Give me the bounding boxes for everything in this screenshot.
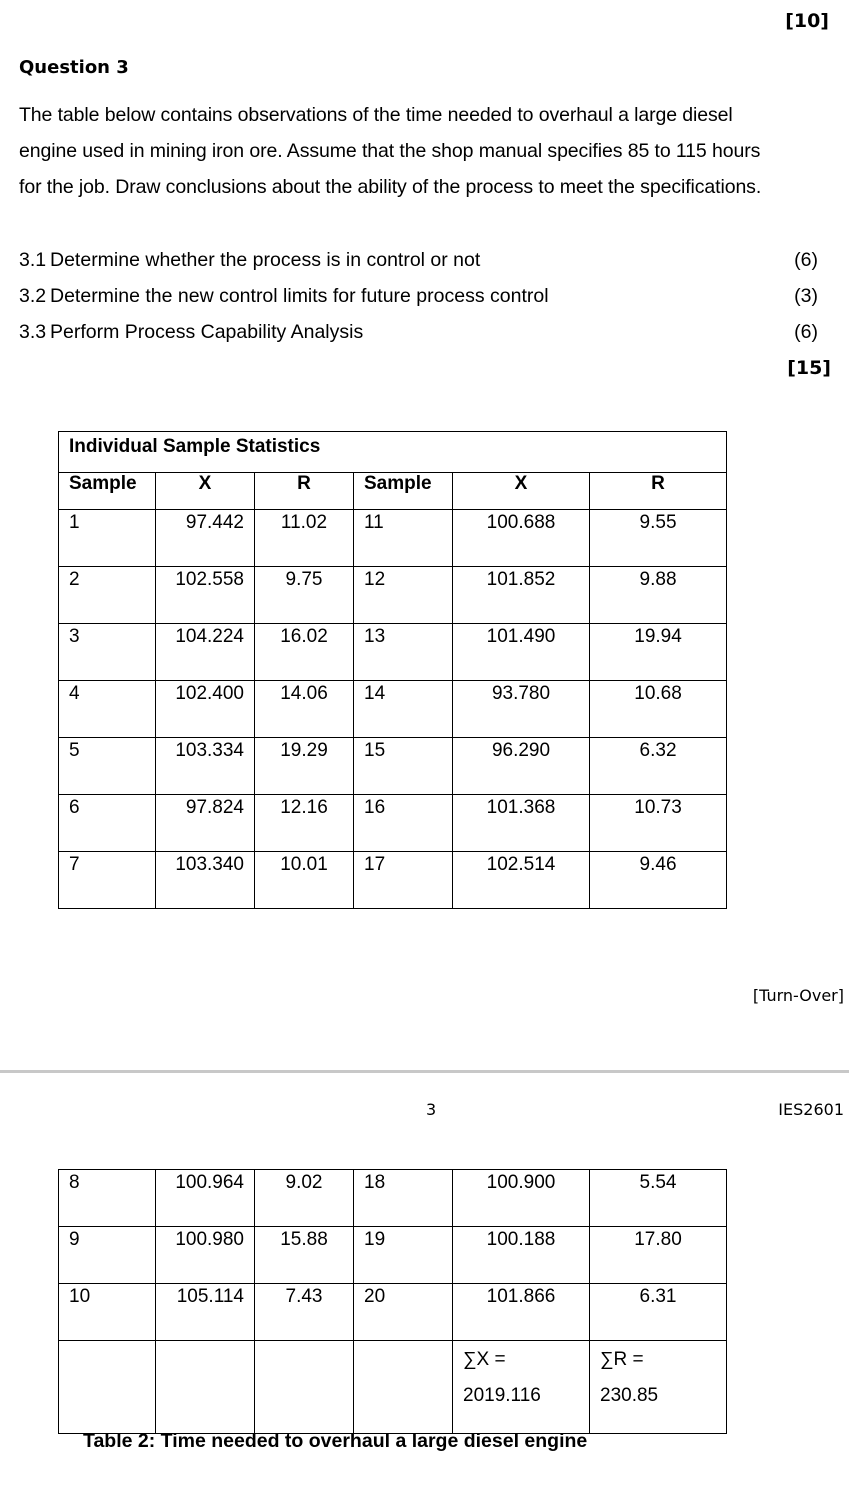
- r-cell: 9.02: [255, 1170, 354, 1227]
- x-cell: 105.114: [156, 1284, 255, 1341]
- paragraph-line: engine used in mining iron ore. Assume that the shop manual specifies 85 to 115 hours: [19, 140, 761, 162]
- header-r: R: [590, 473, 727, 510]
- table-row: [59, 624, 727, 681]
- x-cell: 101.490: [453, 624, 590, 681]
- sample-cell: 12: [354, 567, 453, 624]
- r-cell: 5.54: [590, 1170, 727, 1227]
- x-cell: 101.368: [453, 795, 590, 852]
- r-cell: 16.02: [255, 624, 354, 681]
- header-x: X: [453, 473, 590, 510]
- x-cell: 103.334: [156, 738, 255, 795]
- sample-cell: 13: [354, 624, 453, 681]
- table-header-row: [59, 473, 727, 510]
- r-cell: 11.02: [255, 510, 354, 567]
- x-cell: 103.340: [156, 852, 255, 909]
- r-cell: 9.55: [590, 510, 727, 567]
- table-row: [59, 1284, 727, 1341]
- subquestion-3-2-marks: (3): [794, 285, 818, 307]
- r-cell: 9.88: [590, 567, 727, 624]
- turn-over-note: [Turn-Over]: [752, 986, 844, 1005]
- sample-cell: 11: [354, 510, 453, 567]
- sample-cell: 14: [354, 681, 453, 738]
- empty-cell: [59, 1341, 156, 1434]
- sum-r-value: 230.85: [600, 1385, 659, 1406]
- question-title: Question 3: [19, 57, 129, 78]
- x-cell: 100.900: [453, 1170, 590, 1227]
- sample-cell: 19: [354, 1227, 453, 1284]
- subquestion-3-1-marks: (6): [794, 249, 818, 271]
- paragraph-line: The table below contains observations of the time needed to overhaul a large diesel: [19, 104, 733, 126]
- sample-cell: 3: [59, 624, 156, 681]
- r-cell: 6.32: [590, 738, 727, 795]
- table-row: [59, 567, 727, 624]
- table-caption: Table 2: Time needed to overhaul a large diesel engine: [83, 1430, 588, 1452]
- x-cell: 97.442: [156, 510, 255, 567]
- table-row: [59, 795, 727, 852]
- x-cell: 96.290: [453, 738, 590, 795]
- question-paragraph: [19, 97, 847, 205]
- r-cell: 17.80: [590, 1227, 727, 1284]
- x-cell: 102.400: [156, 681, 255, 738]
- sample-cell: 5: [59, 738, 156, 795]
- subquestion-3-1: 3.1 Determine whether the process is in control or not: [19, 249, 481, 271]
- table-row: [59, 510, 727, 567]
- subquestion-3-3-marks: (6): [794, 321, 818, 343]
- subquestion-3-2: 3.2 Determine the new control limits for future process control: [19, 285, 549, 307]
- r-cell: 7.43: [255, 1284, 354, 1341]
- header-sample: Sample: [354, 473, 453, 510]
- sample-cell: 15: [354, 738, 453, 795]
- statistics-table-part1: [58, 431, 727, 909]
- x-cell: 100.188: [453, 1227, 590, 1284]
- r-cell: 12.16: [255, 795, 354, 852]
- r-cell: 9.46: [590, 852, 727, 909]
- x-cell: 97.824: [156, 795, 255, 852]
- header-r: R: [255, 473, 354, 510]
- total-marks: [15]: [787, 357, 831, 379]
- x-cell: 101.852: [453, 567, 590, 624]
- sample-cell: 4: [59, 681, 156, 738]
- table-row: [59, 681, 727, 738]
- question-marks: [10]: [785, 10, 829, 32]
- x-cell: 100.964: [156, 1170, 255, 1227]
- sample-cell: 6: [59, 795, 156, 852]
- course-code: IES2601: [778, 1100, 844, 1119]
- empty-cell: [156, 1341, 255, 1434]
- empty-cell: [255, 1341, 354, 1434]
- table-row: [59, 1170, 727, 1227]
- x-cell: 100.980: [156, 1227, 255, 1284]
- sample-cell: 17: [354, 852, 453, 909]
- x-cell: 100.688: [453, 510, 590, 567]
- sum-x-label: ∑X =: [463, 1349, 506, 1370]
- page-number: 3: [426, 1100, 437, 1119]
- empty-cell: [354, 1341, 453, 1434]
- subquestion-3-3: 3.3 Perform Process Capability Analysis: [19, 321, 364, 343]
- statistics-table-part2: [58, 1169, 727, 1434]
- sample-cell: 10: [59, 1284, 156, 1341]
- sample-cell: 9: [59, 1227, 156, 1284]
- sum-x-cell: [453, 1341, 590, 1434]
- r-cell: 19.29: [255, 738, 354, 795]
- sample-cell: 2: [59, 567, 156, 624]
- page-divider: [0, 1070, 849, 1073]
- r-cell: 6.31: [590, 1284, 727, 1341]
- r-cell: 9.75: [255, 567, 354, 624]
- r-cell: 19.94: [590, 624, 727, 681]
- x-cell: 93.780: [453, 681, 590, 738]
- sum-row: [59, 1341, 727, 1434]
- x-cell: 102.514: [453, 852, 590, 909]
- sample-cell: 8: [59, 1170, 156, 1227]
- sample-cell: 18: [354, 1170, 453, 1227]
- sum-r-cell: [590, 1341, 727, 1434]
- sample-cell: 20: [354, 1284, 453, 1341]
- table-row: [59, 1227, 727, 1284]
- r-cell: 15.88: [255, 1227, 354, 1284]
- table-row: [59, 738, 727, 795]
- r-cell: 14.06: [255, 681, 354, 738]
- x-cell: 104.224: [156, 624, 255, 681]
- sample-cell: 1: [59, 510, 156, 567]
- table-row: [59, 852, 727, 909]
- sum-r-label: ∑R =: [600, 1349, 644, 1370]
- paragraph-line: for the job. Draw conclusions about the ability of the process to meet the specifications.: [19, 176, 762, 198]
- header-x: X: [156, 473, 255, 510]
- sample-cell: 7: [59, 852, 156, 909]
- sample-cell: 16: [354, 795, 453, 852]
- sum-x-value: 2019.116: [463, 1385, 541, 1406]
- x-cell: 101.866: [453, 1284, 590, 1341]
- r-cell: 10.68: [590, 681, 727, 738]
- header-sample: Sample: [59, 473, 156, 510]
- table-title: Individual Sample Statistics: [59, 432, 727, 473]
- r-cell: 10.01: [255, 852, 354, 909]
- r-cell: 10.73: [590, 795, 727, 852]
- x-cell: 102.558: [156, 567, 255, 624]
